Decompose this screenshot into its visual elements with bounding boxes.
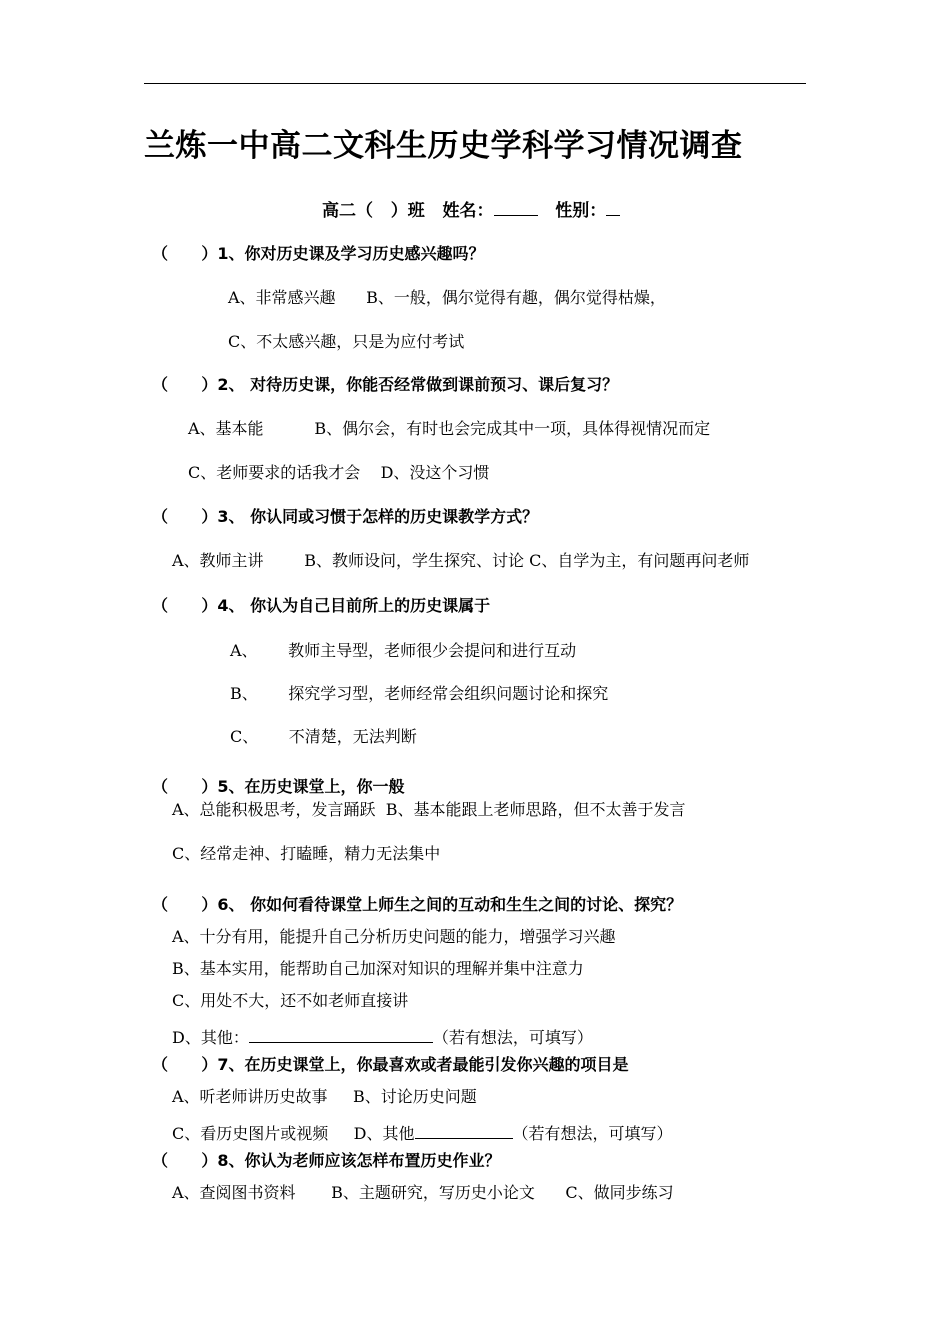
q2-option-line-2: C、老师要求的话我才会 D、没这个习惯 (188, 463, 490, 482)
q4-option-c: C、 不清楚，无法判断 (230, 727, 417, 746)
q6-option-d (172, 1025, 593, 1046)
question-8: （ ）8、你认为老师应该怎样布置历史作业？ (152, 1151, 501, 1170)
q5-option-line-1: A、总能积极思考，发言踊跃 B、基本能跟上老师思路，但不太善于发言 (172, 800, 686, 819)
page-title: 兰炼一中高二文科生历史学科学习情况调查 (144, 128, 743, 164)
question-1: （ ）1、你对历史课及学习历史感兴趣吗？ (152, 244, 485, 263)
q1-option-line-2: C、不太感兴趣，只是为应付考试 (228, 332, 465, 351)
header-rule (144, 83, 806, 84)
question-6: （ ）6、 你如何看待课堂上师生之间的互动和生生之间的讨论、探究？ (152, 895, 683, 914)
name-label: 姓名： (442, 201, 494, 221)
gender-blank[interactable] (606, 215, 620, 216)
question-7: （ ）7、在历史课堂上，你最喜欢或者最能引发你兴趣的项目是 (152, 1055, 629, 1074)
q7-other-blank[interactable] (415, 1121, 513, 1139)
q6-option-a: A、十分有用，能提升自己分析历史问题的能力，增强学习兴趣 (172, 927, 616, 946)
q6-other-blank[interactable] (249, 1025, 433, 1043)
student-info-line (322, 203, 620, 220)
q8-option-line-1: A、查阅图书资料 B、主题研究，写历史小论文 C、做同步练习 (172, 1183, 674, 1202)
q7-other-note: （若有想法，可填写） (512, 1124, 673, 1143)
q7-other-label: C、看历史图片或视频 D、其他 (172, 1124, 415, 1143)
q5-option-line-2: C、经常走神、打瞌睡，精力无法集中 (172, 844, 441, 863)
q6-other-label: D、其他： (172, 1028, 249, 1047)
q6-option-c: C、用处不大，还不如老师直接讲 (172, 991, 409, 1010)
q7-option-line-2 (172, 1121, 673, 1142)
q3-option-line-1: A、教师主讲 B、教师设问，学生探究、讨论 C、自学为主，有问题再问老师 (172, 551, 750, 570)
q6-other-note: （若有想法，可填写） (432, 1028, 593, 1047)
q7-option-line-1: A、听老师讲历史故事 B、讨论历史问题 (172, 1087, 477, 1106)
q1-option-line-1: A、非常感兴趣 B、一般，偶尔觉得有趣，偶尔觉得枯燥， (228, 288, 666, 307)
q4-option-b: B、 探究学习型，老师经常会组织问题讨论和探究 (230, 684, 609, 703)
class-field: 高二（ ）班 (322, 201, 425, 221)
question-3: （ ）3、 你认同或习惯于怎样的历史课教学方式？ (152, 507, 539, 526)
q4-option-a: A、 教师主导型，老师很少会提问和进行互动 (230, 641, 577, 660)
question-4: （ ）4、 你认为自己目前所上的历史课属于 (152, 596, 491, 615)
question-5: （ ）5、在历史课堂上，你一般 (152, 777, 405, 796)
q6-option-b: B、基本实用，能帮助自己加深对知识的理解并集中注意力 (172, 959, 584, 978)
q2-option-line-1: A、基本能 B、偶尔会，有时也会完成其中一项，具体得视情况而定 (188, 419, 711, 438)
question-2: （ ）2、 对待历史课，你能否经常做到课前预习、课后复习？ (152, 375, 619, 394)
gender-label: 性别： (555, 201, 607, 221)
name-blank[interactable] (494, 215, 538, 216)
